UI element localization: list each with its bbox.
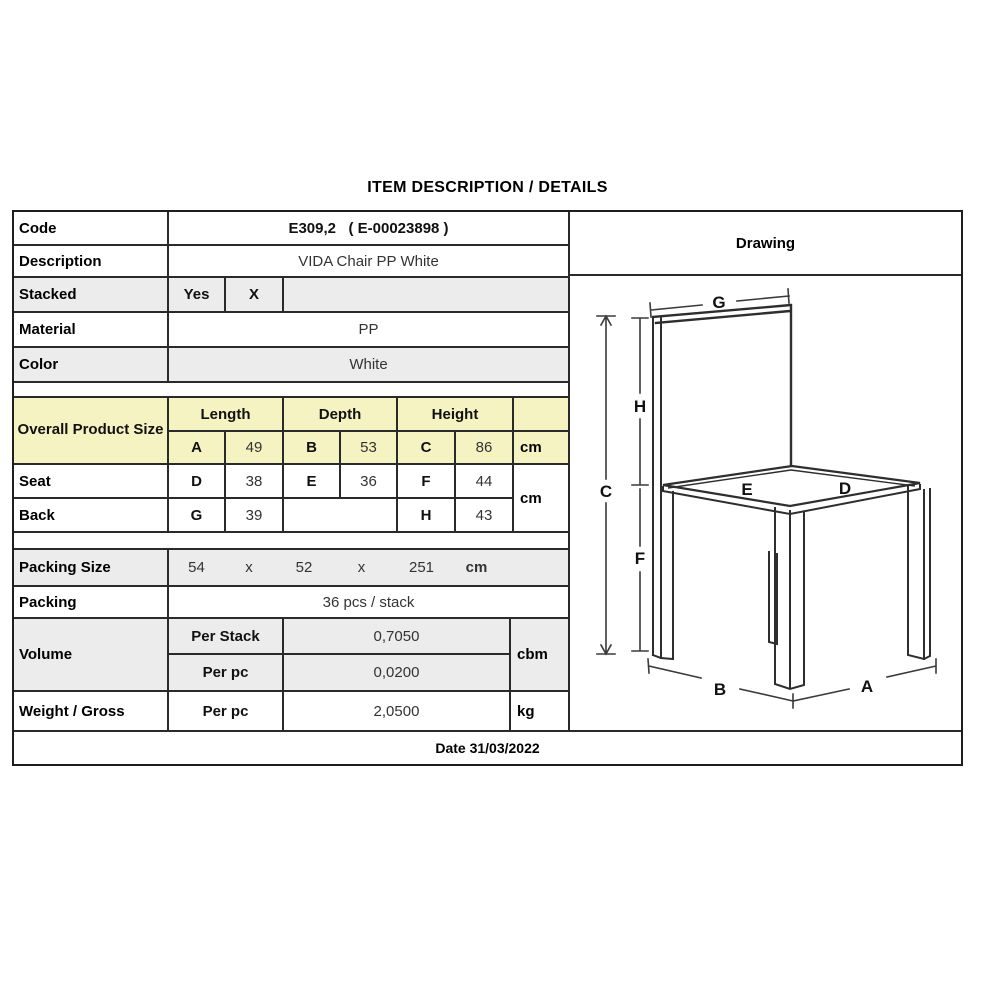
drawing-section — [570, 212, 961, 730]
packing-x-2: x — [357, 559, 366, 576]
dim-label-d: D — [838, 479, 852, 498]
back-depth-empty — [284, 499, 396, 531]
code-value: E309,2 ( E-00023898 ) — [169, 212, 568, 244]
material-label: Material — [14, 313, 167, 346]
overall-length-key: A — [169, 432, 224, 463]
seat-back-unit: cm — [514, 465, 568, 531]
overall-depth-value: 53 — [341, 432, 396, 463]
packing-dim-3: 251 — [408, 559, 435, 576]
chair-technical-drawing — [570, 276, 961, 730]
spacer-row — [14, 383, 568, 398]
chair-backrest — [653, 305, 791, 466]
packing-size-values — [169, 550, 568, 585]
volume-unit: cbm — [511, 619, 568, 690]
color-value: White — [169, 348, 568, 381]
packing-size-unit: cm — [465, 559, 488, 576]
description-label: Description — [14, 246, 167, 276]
back-length-value: 39 — [226, 499, 282, 531]
packing-label: Packing — [14, 587, 167, 617]
overall-height-value: 86 — [456, 432, 512, 463]
weight-label: Weight / Gross — [14, 692, 167, 730]
page-title: ITEM DESCRIPTION / DETAILS — [367, 179, 608, 196]
date-value: Date 31/03/2022 — [435, 740, 540, 756]
seat-label: Seat — [14, 465, 167, 497]
details-section — [14, 212, 570, 730]
back-height-key: H — [398, 499, 454, 531]
code-row — [14, 212, 568, 246]
material-row — [14, 313, 568, 348]
drawing-header: Drawing — [570, 212, 961, 276]
depth-header: Depth — [284, 398, 396, 430]
stacked-label: Stacked — [14, 278, 167, 311]
spec-table-body — [14, 212, 961, 730]
per-stack-value: 0,7050 — [284, 619, 509, 653]
dim-label-a: A — [860, 677, 874, 696]
stacked-option: Yes — [169, 278, 224, 311]
code-label: Code — [14, 212, 167, 244]
back-label: Back — [14, 499, 167, 531]
dim-label-b: B — [713, 680, 727, 699]
seat-depth-key: E — [284, 465, 339, 497]
color-label: Color — [14, 348, 167, 381]
weight-per-pc-label: Per pc — [169, 692, 282, 730]
dim-label-e: E — [741, 480, 753, 499]
drawing-area — [570, 276, 961, 730]
overall-height-key: C — [398, 432, 454, 463]
weight-value: 2,0500 — [284, 692, 509, 730]
material-value: PP — [169, 313, 568, 346]
seat-length-value: 38 — [226, 465, 282, 497]
length-header: Length — [169, 398, 282, 430]
per-pc-label: Per pc — [169, 655, 282, 690]
seat-height-key: F — [398, 465, 454, 497]
date-row — [14, 730, 961, 764]
spec-table — [12, 210, 963, 766]
per-pc-value: 0,0200 — [284, 655, 509, 690]
dim-label-g: G — [712, 293, 726, 312]
packing-dim-2: 52 — [295, 559, 313, 576]
stacked-empty-cell — [284, 278, 568, 311]
back-height-value: 43 — [456, 499, 512, 531]
weight-row — [14, 692, 568, 730]
overall-depth-key: B — [284, 432, 339, 463]
overall-length-value: 49 — [226, 432, 282, 463]
overall-unit: cm — [514, 432, 568, 463]
packing-dim-1: 54 — [188, 559, 205, 576]
color-row — [14, 348, 568, 383]
description-row — [14, 246, 568, 278]
packing-size-row — [14, 550, 568, 587]
dim-label-f: F — [634, 549, 646, 568]
description-value: VIDA Chair PP White — [169, 246, 568, 276]
spacer-row — [14, 533, 568, 550]
seat-depth-value: 36 — [341, 465, 396, 497]
volume-section — [14, 619, 568, 692]
size-header-empty — [514, 398, 568, 430]
dim-label-c: C — [599, 482, 613, 501]
packing-size-label: Packing Size — [14, 550, 167, 585]
height-header: Height — [398, 398, 512, 430]
volume-label: Volume — [14, 619, 167, 690]
per-stack-label: Per Stack — [169, 619, 282, 653]
weight-unit: kg — [511, 692, 568, 730]
seat-length-key: D — [169, 465, 224, 497]
seat-height-value: 44 — [456, 465, 512, 497]
size-table — [14, 398, 568, 533]
packing-x-1: x — [245, 559, 253, 576]
size-table-label: Overall Product Size — [14, 398, 167, 463]
chair-seat — [663, 466, 920, 514]
stacked-mark: X — [226, 278, 282, 311]
stacked-row — [14, 278, 568, 313]
dim-label-h: H — [633, 397, 647, 416]
packing-value: 36 pcs / stack — [169, 587, 568, 617]
back-length-key: G — [169, 499, 224, 531]
packing-row — [14, 587, 568, 619]
